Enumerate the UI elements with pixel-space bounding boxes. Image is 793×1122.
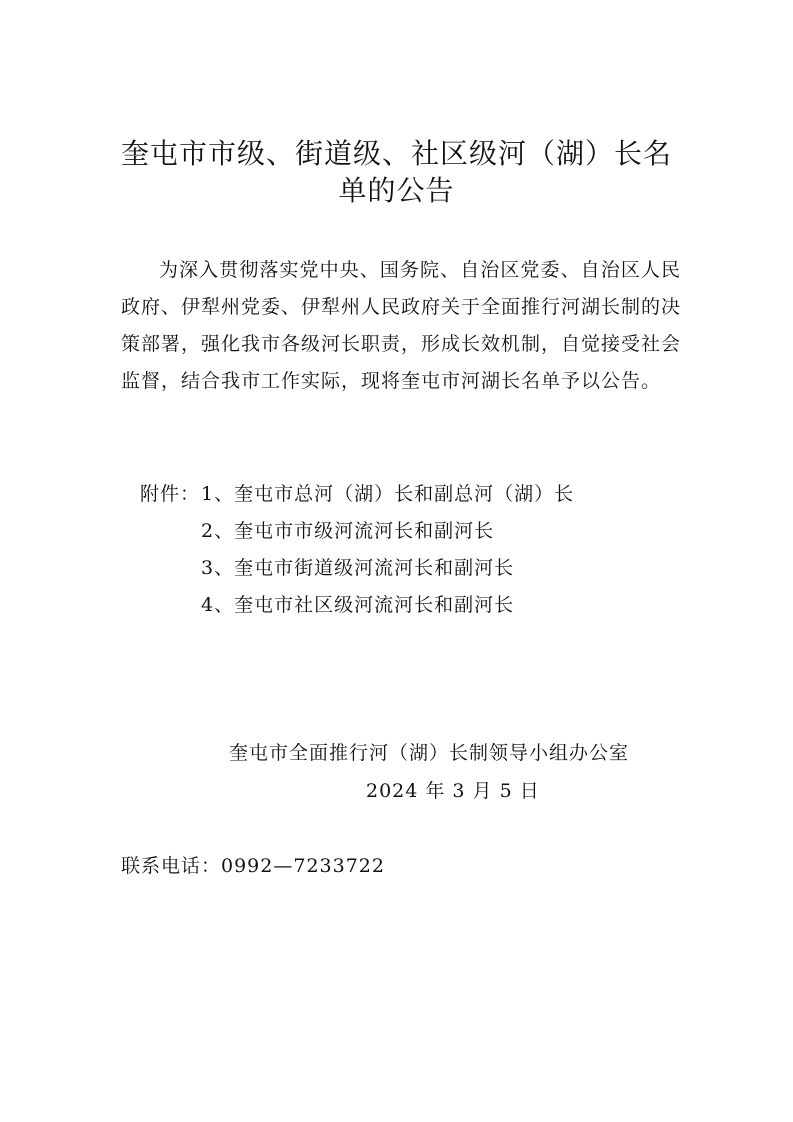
attachment-item-text: 4、奎屯市社区级河流河长和副河长 bbox=[201, 594, 515, 616]
attachment-item-text: 2、奎屯市市级河流河长和副河长 bbox=[201, 520, 495, 542]
attachments-label: 附件： bbox=[140, 483, 201, 505]
attachment-item bbox=[140, 476, 574, 513]
contact-phone: 联系电话：0992—7233722 bbox=[121, 855, 385, 877]
issuer-name: 奎屯市全面推行河（湖）长制领导小组办公室 bbox=[229, 742, 630, 764]
attachment-item bbox=[140, 513, 574, 550]
attachment-item bbox=[140, 550, 574, 587]
attachments-list bbox=[140, 476, 574, 624]
document-title-line-1: 奎屯市市级、街道级、社区级河（湖）长名 bbox=[120, 137, 672, 170]
announcement-body: 为深入贯彻落实党中央、国务院、自治区党委、自治区人民政府、伊犁州党委、伊犁州人民政府关于全面推行河湖长制的决策部署，强化我市各级河长职责，形成长效机制，自觉接受社会监督，结合我市工作实际，现将奎屯市河湖长名单予以公告。 bbox=[121, 259, 682, 392]
attachment-item-text: 1、奎屯市总河（湖）长和副总河（湖）长 bbox=[201, 483, 575, 505]
issue-date: 2024 年 3 月 5 日 bbox=[366, 780, 540, 802]
attachment-item-text: 3、奎屯市街道级河流河长和副河长 bbox=[201, 557, 515, 579]
document-title-line-2: 单的公告 bbox=[338, 174, 455, 207]
signature-block bbox=[229, 734, 659, 810]
attachment-item bbox=[140, 587, 574, 624]
